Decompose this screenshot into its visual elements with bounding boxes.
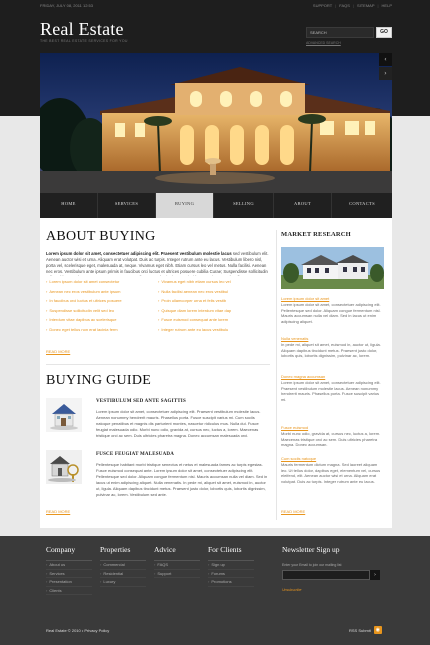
section-divider xyxy=(46,364,270,365)
footer-column-company xyxy=(46,545,92,595)
footer-link[interactable]: › Residential xyxy=(100,570,146,579)
guide-item-text: Lorem ipsum dolor sit amet, consectetuer adipiscing elit. Praesent vestibulum molestie lacus. Aenean nonummy hendrerit mauris. Phasellus porta. Fusce suscipit varius mi. Cum sociis natoque penatibus et magnis dis parturient montes, nascetur ridiculus mus. Nulla dui. Fusce feugiat malesuada odio. Morbi nunc odio, gravida at, cursus nec, luctus a, lorem. Maecenas tristique orci ac sem. Duis ultricies pharetra magna. Donec accumsan malesuada orci. xyxy=(96,409,261,438)
rss-label: RSS Submit xyxy=(349,627,371,633)
buying-guide-title: BUYING GUIDE xyxy=(46,373,152,388)
separator: | xyxy=(335,3,337,8)
newsletter-email-input[interactable] xyxy=(282,570,370,580)
list-item[interactable]: › Suspendisse sollicitudin velit sed leo xyxy=(46,307,115,313)
list-item[interactable]: › Proin ullamcorper urna et felis vestib xyxy=(158,298,227,303)
top-link-help[interactable]: HELP xyxy=(381,3,392,8)
footer-link[interactable]: › About us xyxy=(46,561,92,570)
guide-item-title[interactable]: VESTIBULUM SED ANTE SAGITTIS xyxy=(96,399,186,404)
footer-link[interactable]: › Commercial xyxy=(100,561,146,570)
list-item[interactable]: › Interdum vitae dapibus ac scelerisque xyxy=(46,317,117,322)
list-item[interactable]: › Vivamus eget nibh etiam cursus leo vel xyxy=(158,279,231,284)
market-read-more-link[interactable]: READ MORE xyxy=(281,509,306,514)
market-entry-text: Lorem ipsum dolor sit amet, consectetuer adipiscing elit. Praesent vestibulum molestie lacus. Aenean nonummy hendrerit mauris. Phasellus porta. Fusce suscipit varius mi. xyxy=(281,380,381,402)
market-entry-link[interactable]: Nulla venenatis xyxy=(281,336,309,341)
hero-slider-image xyxy=(40,53,392,193)
guide-item-text: Pellentesque habitant morbi tristique senectus et netus et malesuada fames ac turpis egestas. Fusce euismod consequat ante. Lorem ipsum dolor sit amet, consectetuer adipiscing elit. Pellentesque sed dolor. Aliquam congue fermentum nisl. Mauris accumsan nulla vel diam. Sed in lacus ut enim adipiscing aliquet. Nulla venenatis. In pede mi, aliquet sit amet, euismod in, auctor ut, ligula. Aliquam dapibus tincidunt metus. Praesent justo dolor, lobortis quis, lobortis dignissim, pulvinar ac, lorem. Vestibulum sed ante. xyxy=(96,462,268,497)
main-content xyxy=(40,218,392,528)
footer-column-title: Company xyxy=(46,545,92,561)
footer-link[interactable]: › Clients xyxy=(46,587,92,596)
footer-column-title: Advice xyxy=(154,545,200,561)
top-link-faqs[interactable]: FAQS xyxy=(339,3,350,8)
list-item[interactable]: › Nulla facilisi aenean nec eros vestibul xyxy=(158,288,229,294)
list-item[interactable]: › Aenean nec eros vestibulum ante ipsum xyxy=(46,288,121,294)
copyright-text[interactable]: Real Estate © 2010 • Privacy Policy xyxy=(46,628,110,633)
search-button[interactable]: GO xyxy=(376,27,392,38)
separator: | xyxy=(352,3,354,8)
footer-link[interactable]: › Sign up xyxy=(208,561,254,570)
top-links xyxy=(313,3,392,8)
market-research-title: MARKET RESEARCH xyxy=(281,231,351,238)
about-lead-bold: Lorem ipsum dolor sit amet, consectetuer adipiscing elit. Praesent vestibulum molestie lacus xyxy=(46,251,232,256)
footer-link[interactable]: › Presentation xyxy=(46,578,92,587)
site-tagline: THE BEST REAL ESTATE SERVICES FOR YOU xyxy=(40,39,128,43)
market-entry-link[interactable]: Cum sociis natoque xyxy=(281,456,317,461)
guide-keys-thumbnail xyxy=(46,450,82,484)
footer-link[interactable]: › FAQS xyxy=(154,561,200,570)
list-item[interactable]: › Integer rutrum ante eu lacus vestibulu xyxy=(158,326,229,332)
market-entry-link[interactable]: Lorem ipsum dolor sit amet xyxy=(281,296,330,301)
about-lead-paragraph xyxy=(46,251,269,276)
footer-column-title: For Clients xyxy=(208,545,254,561)
market-entry-link[interactable]: Donec magna accumsan xyxy=(281,374,326,379)
top-bar xyxy=(40,0,392,10)
guide-item-title[interactable]: FUSCE FEUGIAT MALESUADA xyxy=(96,452,175,457)
mansion-photo xyxy=(40,53,392,193)
newsletter-title: Newsletter Sign up xyxy=(282,545,340,554)
separator: | xyxy=(377,3,379,8)
list-item[interactable]: › Fusce euismod consequat ante lorem xyxy=(158,317,229,322)
unsubscribe-link[interactable]: Unsubscribe xyxy=(282,588,302,592)
footer-link[interactable]: › Support xyxy=(154,570,200,579)
slider-next-button[interactable]: › xyxy=(379,67,392,80)
nav-about[interactable]: ABOUT xyxy=(274,193,332,218)
list-item[interactable]: › Lorem ipsum dolor sit amet consectetur xyxy=(46,279,120,284)
about-read-more-link[interactable]: READ MORE xyxy=(46,349,71,354)
footer-link[interactable]: › Luxury xyxy=(100,578,146,587)
market-entry xyxy=(281,456,384,496)
main-navigation xyxy=(40,193,392,218)
nav-buying[interactable]: BUYING xyxy=(156,193,214,218)
site-logo[interactable]: Real Estate xyxy=(40,19,124,39)
footer-link[interactable]: › Promotions xyxy=(208,578,254,587)
rss-icon: ◉ xyxy=(375,627,380,633)
rss-link[interactable] xyxy=(349,626,382,634)
newsletter-prompt: Enter your Email to join our mailing list xyxy=(282,563,342,567)
footer-link[interactable]: › Services xyxy=(46,570,92,579)
list-item[interactable]: › In faucibus orci luctus et ultrices posuere xyxy=(46,298,122,303)
about-lead-rest: sed vestibulum elit. Aenean auctor wisi et urna. Aliquam erat volutpat. Duis ac turpis. Integer rutrum ante eu lacus. Vestibulum libero nisl, porta vel, scelerisque eget, malesuada at, neque. Vivamus eget nibh. Etiam cursus leo vel metus. Nulla facilisi. Aenean nec eros. Vestibulum ante ipsum primis in faucibus orci luctus et ultrices posuere cubilia Curae; Suspendisse sollicitudin xyxy=(46,251,269,274)
guide-house-thumbnail xyxy=(46,398,82,432)
newsletter-signup xyxy=(282,545,392,592)
market-entry-text: In pede mi, aliquet sit amet, euismod in, auctor ut, ligula. Aliquam dapibus tincidunt metus. Praesent justo dolor, lobortis quis, lobortis dignissim, pulvinar ac, lorem. xyxy=(281,342,381,358)
about-links-left xyxy=(46,277,156,334)
about-buying-title: ABOUT BUYING xyxy=(46,229,156,244)
search-input[interactable]: SEARCH xyxy=(306,27,374,38)
column-divider xyxy=(276,230,277,520)
advanced-search-link[interactable]: ADVANCED SEARCH xyxy=(306,41,341,45)
market-entry xyxy=(281,425,384,454)
list-item[interactable]: › Quisque diam lorem interdum vitae dap xyxy=(158,307,232,313)
market-entry xyxy=(281,296,384,330)
footer-link[interactable]: › Forums xyxy=(208,570,254,579)
footer-column-properties xyxy=(100,545,146,587)
market-entry xyxy=(281,374,384,430)
about-links-right xyxy=(158,277,268,334)
date-display: FRIDAY, JULY 08, 2011 12:53 xyxy=(40,3,93,8)
nav-selling[interactable]: SELLING xyxy=(214,193,274,218)
top-link-support[interactable]: SUPPORT xyxy=(312,3,333,8)
slider-prev-button[interactable]: ‹ xyxy=(379,53,392,66)
newsletter-submit-button[interactable]: › xyxy=(370,570,380,580)
list-item[interactable]: › Donec eget tellus non erat lacinia ferm xyxy=(46,326,118,332)
market-entry-text: Morbi nunc odio, gravida at, cursus nec, luctus a, lorem. Maecenas tristique orci ac sem. Duis ultricies pharetra magna. Donec accumsan. xyxy=(281,431,381,447)
top-link-sitemap[interactable]: SITEMAP xyxy=(356,3,375,8)
market-house-image xyxy=(281,247,384,294)
footer-column-title: Properties xyxy=(100,545,146,561)
market-entry-text: Lorem ipsum dolor sit amet, consectetuer adipiscing elit. Pellentesque sed dolor. Aliquam congue fermentum nisl. Mauris accumsan nulla vel diam. Sed in lacus ut enim adipiscing aliquet. xyxy=(281,302,381,324)
guide-read-more-link[interactable]: READ MORE xyxy=(46,509,71,514)
footer-column-for-clients xyxy=(208,545,254,587)
market-entry xyxy=(281,336,384,370)
footer-column-advice xyxy=(154,545,200,578)
market-entry-link[interactable]: Fusce euismod xyxy=(281,425,309,430)
nav-contacts[interactable]: CONTACTS xyxy=(349,201,375,206)
slider-controls xyxy=(379,53,392,81)
market-entry-text: Mauris fermentum dictum magna. Sed laoreet aliquam leo. Ut tellus dolor, dapibus eget, elementum vel, cursus eleifend, elit. Aenean auctor wisi et urna. Aliquam erat volutpat. Duis ac turpis. Integer rutrum ante eu lacus. xyxy=(281,462,381,484)
nav-services[interactable]: SERVICES xyxy=(98,193,156,218)
nav-home[interactable]: HOME xyxy=(40,193,98,218)
